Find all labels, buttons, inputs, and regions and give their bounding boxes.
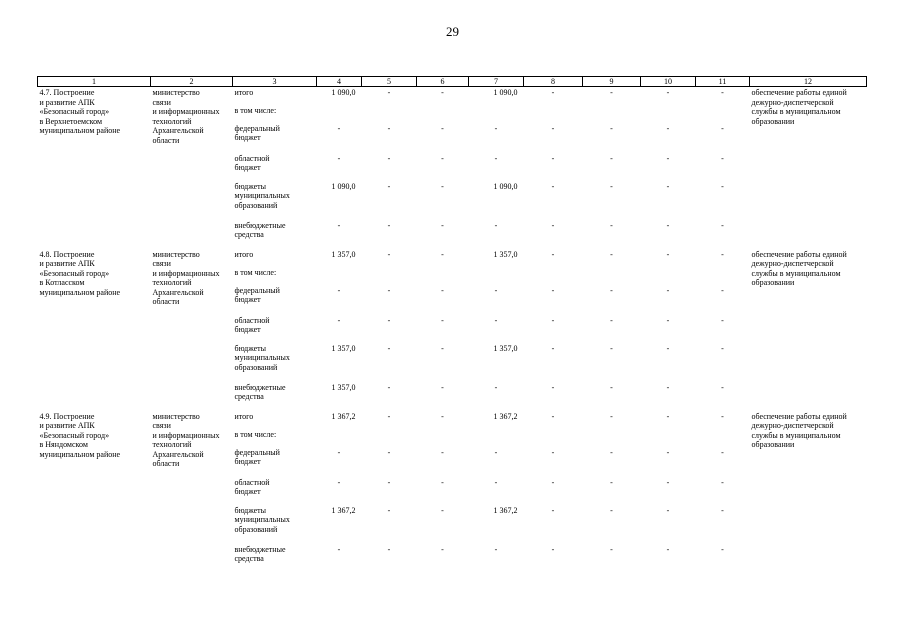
table-row (38, 87, 867, 106)
amount-cell: - (494, 382, 498, 392)
dash-cell: - (387, 505, 391, 515)
empty-cell (417, 430, 469, 448)
text-line: в том числе: (234, 429, 277, 439)
amount-cell: - (494, 123, 498, 133)
text-line: бюджет (234, 163, 261, 172)
column-header-10: 10 (641, 77, 696, 87)
dash-cell: - (721, 544, 724, 554)
column-header-5: 5 (362, 77, 417, 87)
dash-cell: - (610, 382, 613, 392)
expected-result-cell (750, 87, 867, 249)
dash-cell: - (441, 249, 444, 259)
text-line: образовании (751, 278, 795, 287)
amount-cell: - (337, 447, 341, 457)
text-line: дежурно-диспетчерской (751, 97, 834, 107)
funding-source-cell (233, 383, 317, 411)
text-line: министерство (152, 88, 200, 97)
text-line: бюджет (234, 325, 261, 334)
dash-cell: - (551, 123, 555, 133)
dash-cell: - (666, 249, 670, 259)
amount-cell: - (494, 447, 498, 457)
dash-cell: - (441, 315, 444, 325)
dash-cell: - (387, 544, 391, 554)
empty-cell (696, 430, 750, 448)
executor-cell (151, 411, 233, 573)
text-line: муниципальных (234, 191, 290, 200)
text-line: технологий (152, 440, 192, 449)
text-line: Архангельской (152, 287, 204, 297)
dash-cell: - (666, 411, 670, 421)
dash-cell: - (610, 181, 613, 191)
dash-cell: - (721, 382, 724, 392)
empty-cell (641, 268, 696, 286)
dash-cell: - (551, 447, 555, 457)
dash-cell: - (551, 343, 555, 353)
text-line: федеральный (234, 123, 280, 133)
column-header-2: 2 (151, 77, 233, 87)
measure-name-cell (38, 249, 151, 411)
text-line: «Безопасный город» (39, 430, 110, 440)
text-line: бюджеты (234, 181, 267, 191)
dash-cell: - (551, 220, 555, 230)
text-line: 4.8. Построение (39, 249, 95, 259)
text-line: и информационных (152, 107, 220, 116)
text-line: муниципальном районе (39, 126, 121, 135)
amount-cell: - (337, 285, 341, 295)
funding-source-cell (233, 316, 317, 344)
dash-cell: - (610, 343, 613, 353)
funding-source-cell (233, 545, 317, 573)
funding-source-cell (233, 430, 317, 448)
dash-cell: - (387, 447, 391, 457)
dash-cell: - (610, 123, 613, 133)
measure-name-cell (38, 411, 151, 573)
dash-cell: - (666, 88, 670, 97)
dash-cell: - (610, 544, 613, 554)
dash-cell: - (441, 505, 444, 515)
dash-cell: - (387, 153, 391, 163)
empty-cell (317, 106, 362, 124)
dash-cell: - (441, 88, 444, 97)
dash-cell: - (387, 220, 391, 230)
text-line: дежурно-диспетчерской (751, 259, 834, 268)
amount-cell: - (337, 477, 341, 487)
text-line: технологий (152, 116, 192, 126)
amount-cell: 1 367,2 (493, 411, 518, 421)
executor-cell (151, 87, 233, 249)
amount-cell: 1 367,2 (331, 411, 356, 421)
dash-cell: - (666, 505, 670, 515)
text-line: внебюджетные (234, 382, 286, 392)
dash-cell: - (387, 411, 391, 421)
dash-cell: - (721, 181, 724, 191)
amount-cell: 1 367,2 (331, 505, 356, 515)
dash-cell: - (666, 343, 670, 353)
text-line: 4.9. Построение (39, 411, 95, 421)
dash-cell: - (721, 315, 724, 325)
amount-cell: 1 090,0 (493, 181, 518, 191)
column-header-12: 12 (750, 77, 867, 87)
dash-cell: - (441, 181, 444, 191)
amount-cell: 1 357,0 (493, 249, 518, 259)
dash-cell: - (610, 88, 613, 97)
amount-cell: 1 357,0 (331, 382, 356, 392)
table-row (38, 411, 867, 430)
empty-cell (524, 106, 583, 124)
text-line: связи (152, 259, 171, 268)
funding-source-cell (233, 506, 317, 545)
text-line: средства (234, 554, 264, 563)
text-line: обеспечение работы единой (751, 249, 847, 259)
dash-cell: - (721, 343, 724, 353)
column-header-8: 8 (524, 77, 583, 87)
text-line: обеспечение работы единой (751, 411, 847, 421)
amount-cell: 1 367,2 (493, 505, 518, 515)
dash-cell: - (387, 88, 391, 97)
text-line: образовании (751, 116, 795, 126)
empty-cell (469, 430, 524, 448)
empty-cell (417, 268, 469, 286)
amount-cell: - (494, 477, 498, 487)
dash-cell: - (721, 123, 724, 133)
dash-cell: - (441, 343, 444, 353)
dash-cell: - (666, 181, 670, 191)
text-line: службы в муниципальном (751, 430, 841, 440)
funding-source-cell (233, 221, 317, 249)
dash-cell: - (387, 343, 391, 353)
dash-cell: - (666, 544, 670, 554)
amount-cell: - (337, 544, 341, 554)
funding-source-cell (233, 124, 317, 154)
amount-cell: - (494, 544, 498, 554)
dash-cell: - (551, 477, 555, 487)
text-line: в том числе: (234, 267, 277, 277)
dash-cell: - (610, 411, 613, 421)
dash-cell: - (387, 477, 391, 487)
dash-cell: - (721, 285, 724, 295)
text-line: министерство (152, 249, 200, 259)
amount-cell: - (337, 153, 341, 163)
amount-cell: 1 357,0 (331, 343, 356, 353)
dash-cell: - (387, 123, 391, 133)
dash-cell: - (551, 382, 555, 392)
text-line: 4.7. Построение (39, 88, 95, 97)
dash-cell: - (551, 315, 555, 325)
dash-cell: - (551, 544, 555, 554)
dash-cell: - (610, 153, 613, 163)
empty-cell (469, 268, 524, 286)
text-line: «Безопасный город» (39, 107, 110, 116)
program-table (37, 76, 867, 573)
text-line: итого (234, 411, 254, 421)
funding-source-cell (233, 154, 317, 182)
dash-cell: - (387, 181, 391, 191)
dash-cell: - (610, 477, 613, 487)
dash-cell: - (610, 285, 613, 295)
measure-name-cell (38, 87, 151, 249)
text-line: области (152, 135, 180, 145)
dash-cell: - (666, 315, 670, 325)
text-line: средства (234, 230, 264, 239)
dash-cell: - (721, 505, 724, 515)
dash-cell: - (387, 285, 391, 295)
funding-source-cell (233, 286, 317, 316)
text-line: образовании (751, 440, 795, 449)
dash-cell: - (666, 123, 670, 133)
dash-cell: - (666, 153, 670, 163)
empty-cell (641, 106, 696, 124)
funding-source-cell (233, 448, 317, 478)
text-line: муниципальном районе (39, 449, 121, 459)
empty-cell (362, 106, 417, 124)
text-line: Архангельской (152, 449, 204, 459)
dash-cell: - (387, 382, 391, 392)
dash-cell: - (441, 123, 444, 133)
dash-cell: - (441, 447, 444, 457)
empty-cell (696, 268, 750, 286)
dash-cell: - (610, 505, 613, 515)
dash-cell: - (721, 447, 724, 457)
amount-cell: - (337, 315, 341, 325)
text-line: муниципальных (234, 353, 290, 362)
expected-result-cell (750, 411, 867, 573)
text-line: образований (234, 362, 278, 372)
dash-cell: - (666, 447, 670, 457)
dash-cell: - (721, 411, 724, 421)
dash-cell: - (610, 249, 613, 259)
page-number: 29 (446, 24, 459, 39)
dash-cell: - (441, 220, 444, 230)
text-line: и информационных (152, 268, 220, 278)
text-line: в Верхнетоемском (39, 116, 103, 126)
dash-cell: - (666, 285, 670, 295)
empty-cell (524, 430, 583, 448)
empty-cell (641, 430, 696, 448)
empty-cell (583, 106, 641, 124)
text-line: федеральный (234, 285, 280, 295)
text-line: итого (234, 88, 254, 97)
text-line: бюджет (234, 457, 261, 466)
dash-cell: - (551, 285, 555, 295)
text-line: муниципальных (234, 515, 290, 524)
text-line: связи (152, 97, 171, 107)
text-line: технологий (152, 278, 192, 287)
dash-cell: - (721, 477, 724, 487)
dash-cell: - (551, 88, 555, 97)
text-line: и развитие АПК (39, 259, 95, 268)
funding-source-cell (233, 106, 317, 124)
text-line: области (152, 459, 180, 468)
funding-source-cell (233, 87, 317, 106)
column-header-11: 11 (696, 77, 750, 87)
dash-cell: - (551, 411, 555, 421)
column-header-1: 1 (38, 77, 151, 87)
dash-cell: - (666, 220, 670, 230)
empty-cell (583, 430, 641, 448)
text-line: бюджет (234, 133, 261, 142)
amount-cell: 1 357,0 (331, 249, 356, 259)
dash-cell: - (551, 505, 555, 515)
text-line: «Безопасный город» (39, 268, 110, 278)
text-line: областной (234, 477, 270, 487)
text-line: обеспечение работы единой (751, 88, 847, 97)
text-line: федеральный (234, 447, 280, 457)
funding-source-cell (233, 182, 317, 221)
amount-cell: 1 090,0 (331, 181, 356, 191)
dash-cell: - (387, 315, 391, 325)
text-line: бюджеты (234, 505, 267, 515)
dash-cell: - (441, 477, 444, 487)
dash-cell: - (721, 88, 724, 97)
dash-cell: - (551, 249, 555, 259)
text-line: итого (234, 249, 254, 259)
amount-cell: - (494, 285, 498, 295)
text-line: и развитие АПК (39, 97, 95, 107)
text-line: муниципальном районе (39, 287, 121, 297)
funding-source-cell (233, 411, 317, 430)
column-header-3: 3 (233, 77, 317, 87)
text-line: и развитие АПК (39, 421, 95, 430)
empty-cell (362, 430, 417, 448)
text-line: министерство (152, 411, 200, 421)
amount-cell: 1 090,0 (493, 88, 518, 97)
empty-cell (317, 430, 362, 448)
text-line: службы в муниципальном (751, 268, 841, 278)
funding-source-cell (233, 249, 317, 268)
text-line: в том числе: (234, 105, 277, 115)
text-line: средства (234, 392, 264, 401)
text-line: бюджет (234, 487, 261, 496)
dash-cell: - (721, 220, 724, 230)
column-header-9: 9 (583, 77, 641, 87)
expected-result-cell (750, 249, 867, 411)
text-line: и информационных (152, 430, 220, 440)
dash-cell: - (441, 382, 444, 392)
funding-source-cell (233, 478, 317, 506)
text-line: службы в муниципальном (751, 107, 841, 116)
dash-cell: - (441, 544, 444, 554)
funding-source-cell (233, 344, 317, 383)
empty-cell (469, 106, 524, 124)
amount-cell: - (337, 123, 341, 133)
text-line: областной (234, 153, 270, 163)
dash-cell: - (610, 447, 613, 457)
amount-cell: - (494, 315, 498, 325)
dash-cell: - (441, 153, 444, 163)
empty-cell (417, 106, 469, 124)
header-row (38, 77, 867, 87)
text-line: в Няндомском (39, 440, 88, 449)
text-line: внебюджетные (234, 544, 286, 554)
column-header-4: 4 (317, 77, 362, 87)
text-line: Архангельской (152, 126, 204, 135)
text-line: образований (234, 524, 278, 534)
dash-cell: - (666, 382, 670, 392)
text-line: области (152, 297, 180, 306)
table-row (38, 249, 867, 268)
text-line: образований (234, 200, 278, 210)
executor-cell (151, 249, 233, 411)
text-line: в Котласском (39, 278, 85, 287)
column-header-7: 7 (469, 77, 524, 87)
dash-cell: - (441, 411, 444, 421)
empty-cell (583, 268, 641, 286)
empty-cell (696, 106, 750, 124)
text-line: бюджеты (234, 343, 267, 353)
amount-cell: 1 357,0 (493, 343, 518, 353)
amount-cell: - (494, 220, 498, 230)
amount-cell: - (337, 220, 341, 230)
dash-cell: - (441, 285, 444, 295)
dash-cell: - (610, 315, 613, 325)
dash-cell: - (387, 249, 391, 259)
funding-source-cell (233, 268, 317, 286)
text-line: бюджет (234, 295, 261, 304)
dash-cell: - (551, 181, 555, 191)
dash-cell: - (721, 249, 724, 259)
text-line: дежурно-диспетчерской (751, 421, 834, 430)
text-line: связи (152, 421, 171, 430)
amount-cell: - (494, 153, 498, 163)
dash-cell: - (610, 220, 613, 230)
amount-cell: 1 090,0 (331, 88, 356, 97)
empty-cell (362, 268, 417, 286)
text-line: областной (234, 315, 270, 325)
empty-cell (524, 268, 583, 286)
table-body (38, 87, 867, 573)
column-header-6: 6 (417, 77, 469, 87)
dash-cell: - (666, 477, 670, 487)
empty-cell (317, 268, 362, 286)
dash-cell: - (551, 153, 555, 163)
dash-cell: - (721, 153, 724, 163)
text-line: внебюджетные (234, 220, 286, 230)
